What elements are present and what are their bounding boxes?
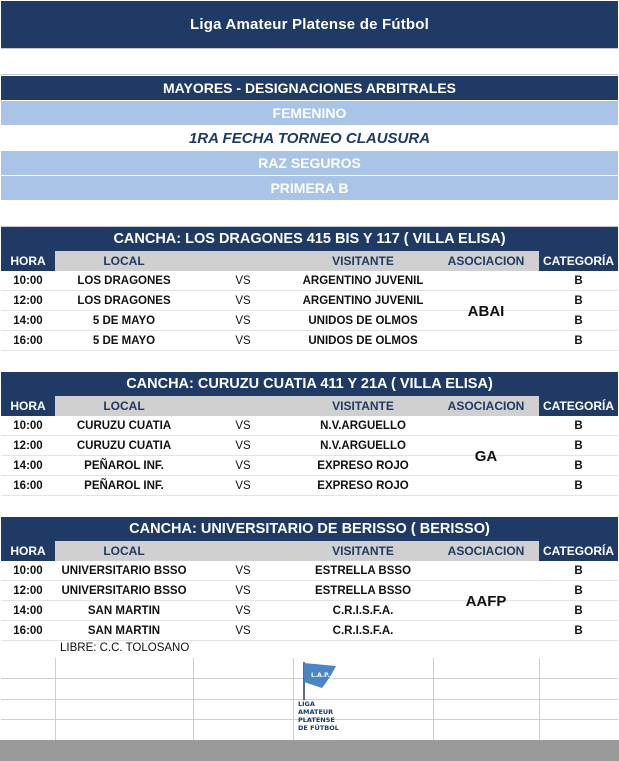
- section-sponsor: RAZ SEGUROS: [1, 151, 618, 175]
- match-categoria: B: [574, 584, 583, 597]
- match-visitante: C.R.I.S.F.A.: [332, 624, 394, 637]
- match-rows: [1, 416, 618, 496]
- asociacion-label: ABAI: [467, 302, 505, 320]
- col-vs: [193, 251, 293, 271]
- col-local: LOCAL: [55, 251, 193, 271]
- section-fecha: 1RA FECHA TORNEO CLAUSURA: [1, 126, 618, 150]
- match-hora: 12:00: [13, 439, 43, 452]
- match-local: 5 DE MAYO: [92, 314, 156, 327]
- asociacion-label: AAFP: [465, 592, 507, 610]
- match-hora: 16:00: [13, 624, 43, 637]
- match-visitante: UNIDOS DE OLMOS: [308, 314, 418, 327]
- match-categoria: B: [574, 479, 583, 492]
- col-categoria: CATEGORÍA: [539, 541, 618, 561]
- col-asociacion: ASOCIACION: [433, 396, 539, 416]
- col-visitante: VISITANTE: [293, 396, 433, 416]
- match-categoria: B: [574, 274, 583, 287]
- col-visitante: VISITANTE: [293, 541, 433, 561]
- match-categoria: B: [574, 459, 583, 472]
- match-hora: 12:00: [13, 584, 43, 597]
- match-visitante: ARGENTINO JUVENIL: [302, 294, 424, 307]
- col-hora: HORA: [1, 396, 55, 416]
- match-visitante: UNIDOS DE OLMOS: [308, 334, 418, 347]
- section-division: PRIMERA B: [1, 176, 618, 200]
- cancha-block: [1, 517, 618, 641]
- logo-line: LIGA: [298, 700, 315, 708]
- match-vs: VS: [235, 479, 251, 492]
- match-hora: 16:00: [13, 479, 43, 492]
- match-vs: VS: [235, 564, 251, 577]
- match-visitante: N.V.ARGUELLO: [320, 419, 406, 432]
- column-header-row: [1, 541, 618, 561]
- match-visitante: EXPRESO ROJO: [317, 479, 409, 492]
- col-hora: HORA: [1, 251, 55, 271]
- col-asociacion: ASOCIACION: [433, 541, 539, 561]
- cancha-block: [1, 372, 618, 496]
- match-categoria: B: [574, 419, 583, 432]
- col-local: LOCAL: [55, 541, 193, 561]
- match-vs: VS: [235, 439, 251, 452]
- match-local: CURUZU CUATIA: [76, 439, 172, 452]
- col-asociacion: ASOCIACION: [433, 251, 539, 271]
- match-vs: VS: [235, 314, 251, 327]
- col-vs: [193, 396, 293, 416]
- match-categoria: B: [574, 334, 583, 347]
- match-vs: VS: [235, 584, 251, 597]
- match-local: UNIVERSITARIO BSSO: [61, 584, 187, 597]
- asociacion-label: GA: [474, 447, 498, 465]
- match-visitante: ARGENTINO JUVENIL: [302, 274, 424, 287]
- section-mayores: MAYORES - DESIGNACIONES ARBITRALES: [1, 76, 618, 100]
- match-hora: 10:00: [13, 274, 43, 287]
- logo-line: AMATEUR: [298, 708, 334, 716]
- spacer-row: [1, 48, 618, 75]
- match-visitante: ESTRELLA BSSO: [314, 584, 412, 597]
- match-local: 5 DE MAYO: [92, 334, 156, 347]
- match-categoria: B: [574, 294, 583, 307]
- spacer-row: [1, 200, 618, 227]
- cancha-title: CANCHA: CURUZU CUATIA 411 Y 21A ( VILLA ELISA): [1, 372, 618, 396]
- col-categoria: CATEGORÍA: [539, 396, 618, 416]
- match-vs: VS: [235, 604, 251, 617]
- match-vs: VS: [235, 334, 251, 347]
- match-local: CURUZU CUATIA: [76, 419, 172, 432]
- match-vs: VS: [235, 624, 251, 637]
- match-categoria: B: [574, 564, 583, 577]
- match-categoria: B: [574, 314, 583, 327]
- match-local: PEÑAROL INF.: [84, 459, 164, 472]
- col-local: LOCAL: [55, 396, 193, 416]
- match-local: LOS DRAGONES: [77, 294, 171, 307]
- match-visitante: N.V.ARGUELLO: [320, 439, 406, 452]
- cancha-block: [1, 227, 618, 351]
- match-hora: 16:00: [13, 334, 43, 347]
- match-categoria: B: [574, 624, 583, 637]
- cancha-title: CANCHA: LOS DRAGONES 415 BIS Y 117 ( VILLA ELISA): [1, 227, 618, 251]
- match-hora: 12:00: [13, 294, 43, 307]
- match-rows: [1, 561, 618, 641]
- match-vs: VS: [235, 419, 251, 432]
- logo-line: PLATENSE: [298, 716, 335, 724]
- column-header-row: [1, 251, 618, 271]
- column-header-row: [1, 396, 618, 416]
- match-local: PEÑAROL INF.: [84, 479, 164, 492]
- match-categoria: B: [574, 439, 583, 452]
- section-femenino: FEMENINO: [1, 101, 618, 125]
- match-local: UNIVERSITARIO BSSO: [61, 564, 187, 577]
- match-visitante: C.R.I.S.F.A.: [332, 604, 394, 617]
- match-local: SAN MARTIN: [87, 624, 161, 637]
- match-local: LOS DRAGONES: [77, 274, 171, 287]
- col-vs: [193, 541, 293, 561]
- col-visitante: VISITANTE: [293, 251, 433, 271]
- match-categoria: B: [574, 604, 583, 617]
- match-hora: 10:00: [13, 564, 43, 577]
- logo-text: [298, 700, 339, 732]
- match-visitante: EXPRESO ROJO: [317, 459, 409, 472]
- match-visitante: ESTRELLA BSSO: [314, 564, 412, 577]
- libre-note: LIBRE: C.C. TOLOSANO: [60, 642, 190, 654]
- match-local: SAN MARTIN: [87, 604, 161, 617]
- logo-line: DE FÚTBOL: [298, 724, 339, 732]
- col-categoria: CATEGORÍA: [539, 251, 618, 271]
- page-title: Liga Amateur Platense de Fútbol: [1, 1, 618, 48]
- logo-flag-text: L.A.P.: [311, 672, 330, 679]
- match-vs: VS: [235, 459, 251, 472]
- match-hora: 14:00: [13, 314, 43, 327]
- match-rows: [1, 271, 618, 351]
- match-hora: 14:00: [13, 459, 43, 472]
- match-hora: 14:00: [13, 604, 43, 617]
- col-hora: HORA: [1, 541, 55, 561]
- footer-bar: [0, 740, 619, 761]
- match-hora: 10:00: [13, 419, 43, 432]
- match-vs: VS: [235, 274, 251, 287]
- match-vs: VS: [235, 294, 251, 307]
- cancha-title: CANCHA: UNIVERSITARIO DE BERISSO ( BERISSO): [1, 517, 618, 541]
